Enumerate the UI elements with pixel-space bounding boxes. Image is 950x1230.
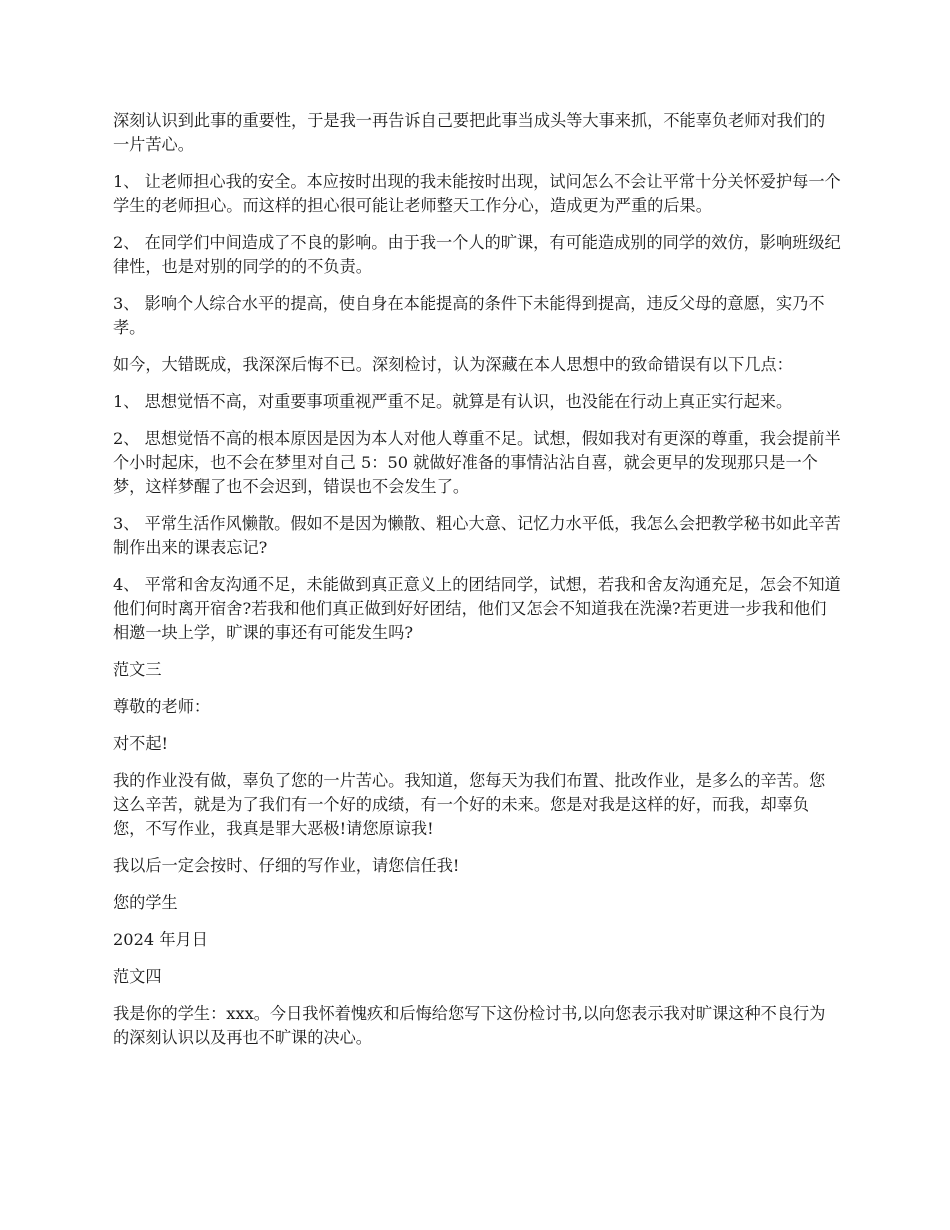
date-line: 2024 年月日 <box>113 930 208 949</box>
paragraph-error-3: 3、 平常生活作风懒散。假如不是因为懒散、粗心大意、记忆力水平低，我怎么会把教学秘书如此辛苦制作出来的课表忘记? <box>113 514 841 557</box>
salutation: 尊敬的老师： <box>113 697 211 716</box>
paragraph-homework: 我的作业没有做，辜负了您的一片苦心。我知道，您每天为我们布置、批改作业，是多么的辛苦。您这么辛苦，就是为了我们有一个好的成绩，有一个好的未来。您是对我是这样的好，而我，却辜负您，不写作业，我真是罪大恶极!请您原谅我! <box>113 771 826 838</box>
paragraph-reflection: 如今，大错既成，我深深后悔不已。深刻检讨，认为深藏在本人思想中的致命错误有以下几点： <box>113 355 793 374</box>
paragraph-item-1-safety: 1、 让老师担心我的安全。本应按时出现的我未能按时出现，试问怎么不会让平常十分关怀爱护每一个学生的老师担心。而这样的担心很可能让老师整天工作分心，造成更为严重的后果。 <box>113 172 841 215</box>
paragraph-intro: 深刻认识到此事的重要性，于是我一再告诉自己要把此事当成头等大事来抓，不能辜负老师对我们的一片苦心。 <box>113 111 826 154</box>
paragraph-error-4: 4、 平常和舍友沟通不足，未能做到真正意义上的团结同学，试想，若我和舍友沟通充足，怎会不知道他们何时离开宿舍?若我和他们真正做到好好团结，他们又怎会不知道我在洗澡?若更进一步我和他们相邀一块上学，旷课的事还有可能发生吗? <box>113 575 841 642</box>
document-page <box>113 109 841 1063</box>
paragraph-item-3-improvement: 3、 影响个人综合水平的提高，使自身在本能提高的条件下未能得到提高，违反父母的意愿，实乃不孝。 <box>113 294 825 337</box>
paragraph-error-1: 1、 思想觉悟不高，对重要事项重视严重不足。就算是有认识，也没能在行动上真正实行起来。 <box>113 392 793 411</box>
paragraph-item-2-influence: 2、 在同学们中间造成了不良的影响。由于我一个人的旷课，有可能造成别的同学的效仿，影响班级纪律性，也是对别的同学的的不负责。 <box>113 233 841 276</box>
section-heading-sample-3: 范文三 <box>113 660 162 679</box>
apology-line: 对不起! <box>113 734 169 753</box>
section-heading-sample-4: 范文四 <box>113 967 162 986</box>
paragraph-sample-4-intro: 我是你的学生：xxx。今日我怀着愧疚和后悔给您写下这份检讨书,以向您表示我对旷课这种不良行为的深刻认识以及再也不旷课的决心。 <box>113 1004 826 1047</box>
signature-line: 您的学生 <box>113 893 178 912</box>
paragraph-promise: 我以后一定会按时、仔细的写作业，请您信任我! <box>113 856 460 875</box>
paragraph-error-2: 2、 思想觉悟不高的根本原因是因为本人对他人尊重不足。试想，假如我对有更深的尊重，我会提前半个小时起床，也不会在梦里对自己 5：50 就做好准备的事情沾沾自喜，就会更早的发现那只是一个梦，这样梦醒了也不会迟到，错误也不会发生了。 <box>113 429 841 496</box>
